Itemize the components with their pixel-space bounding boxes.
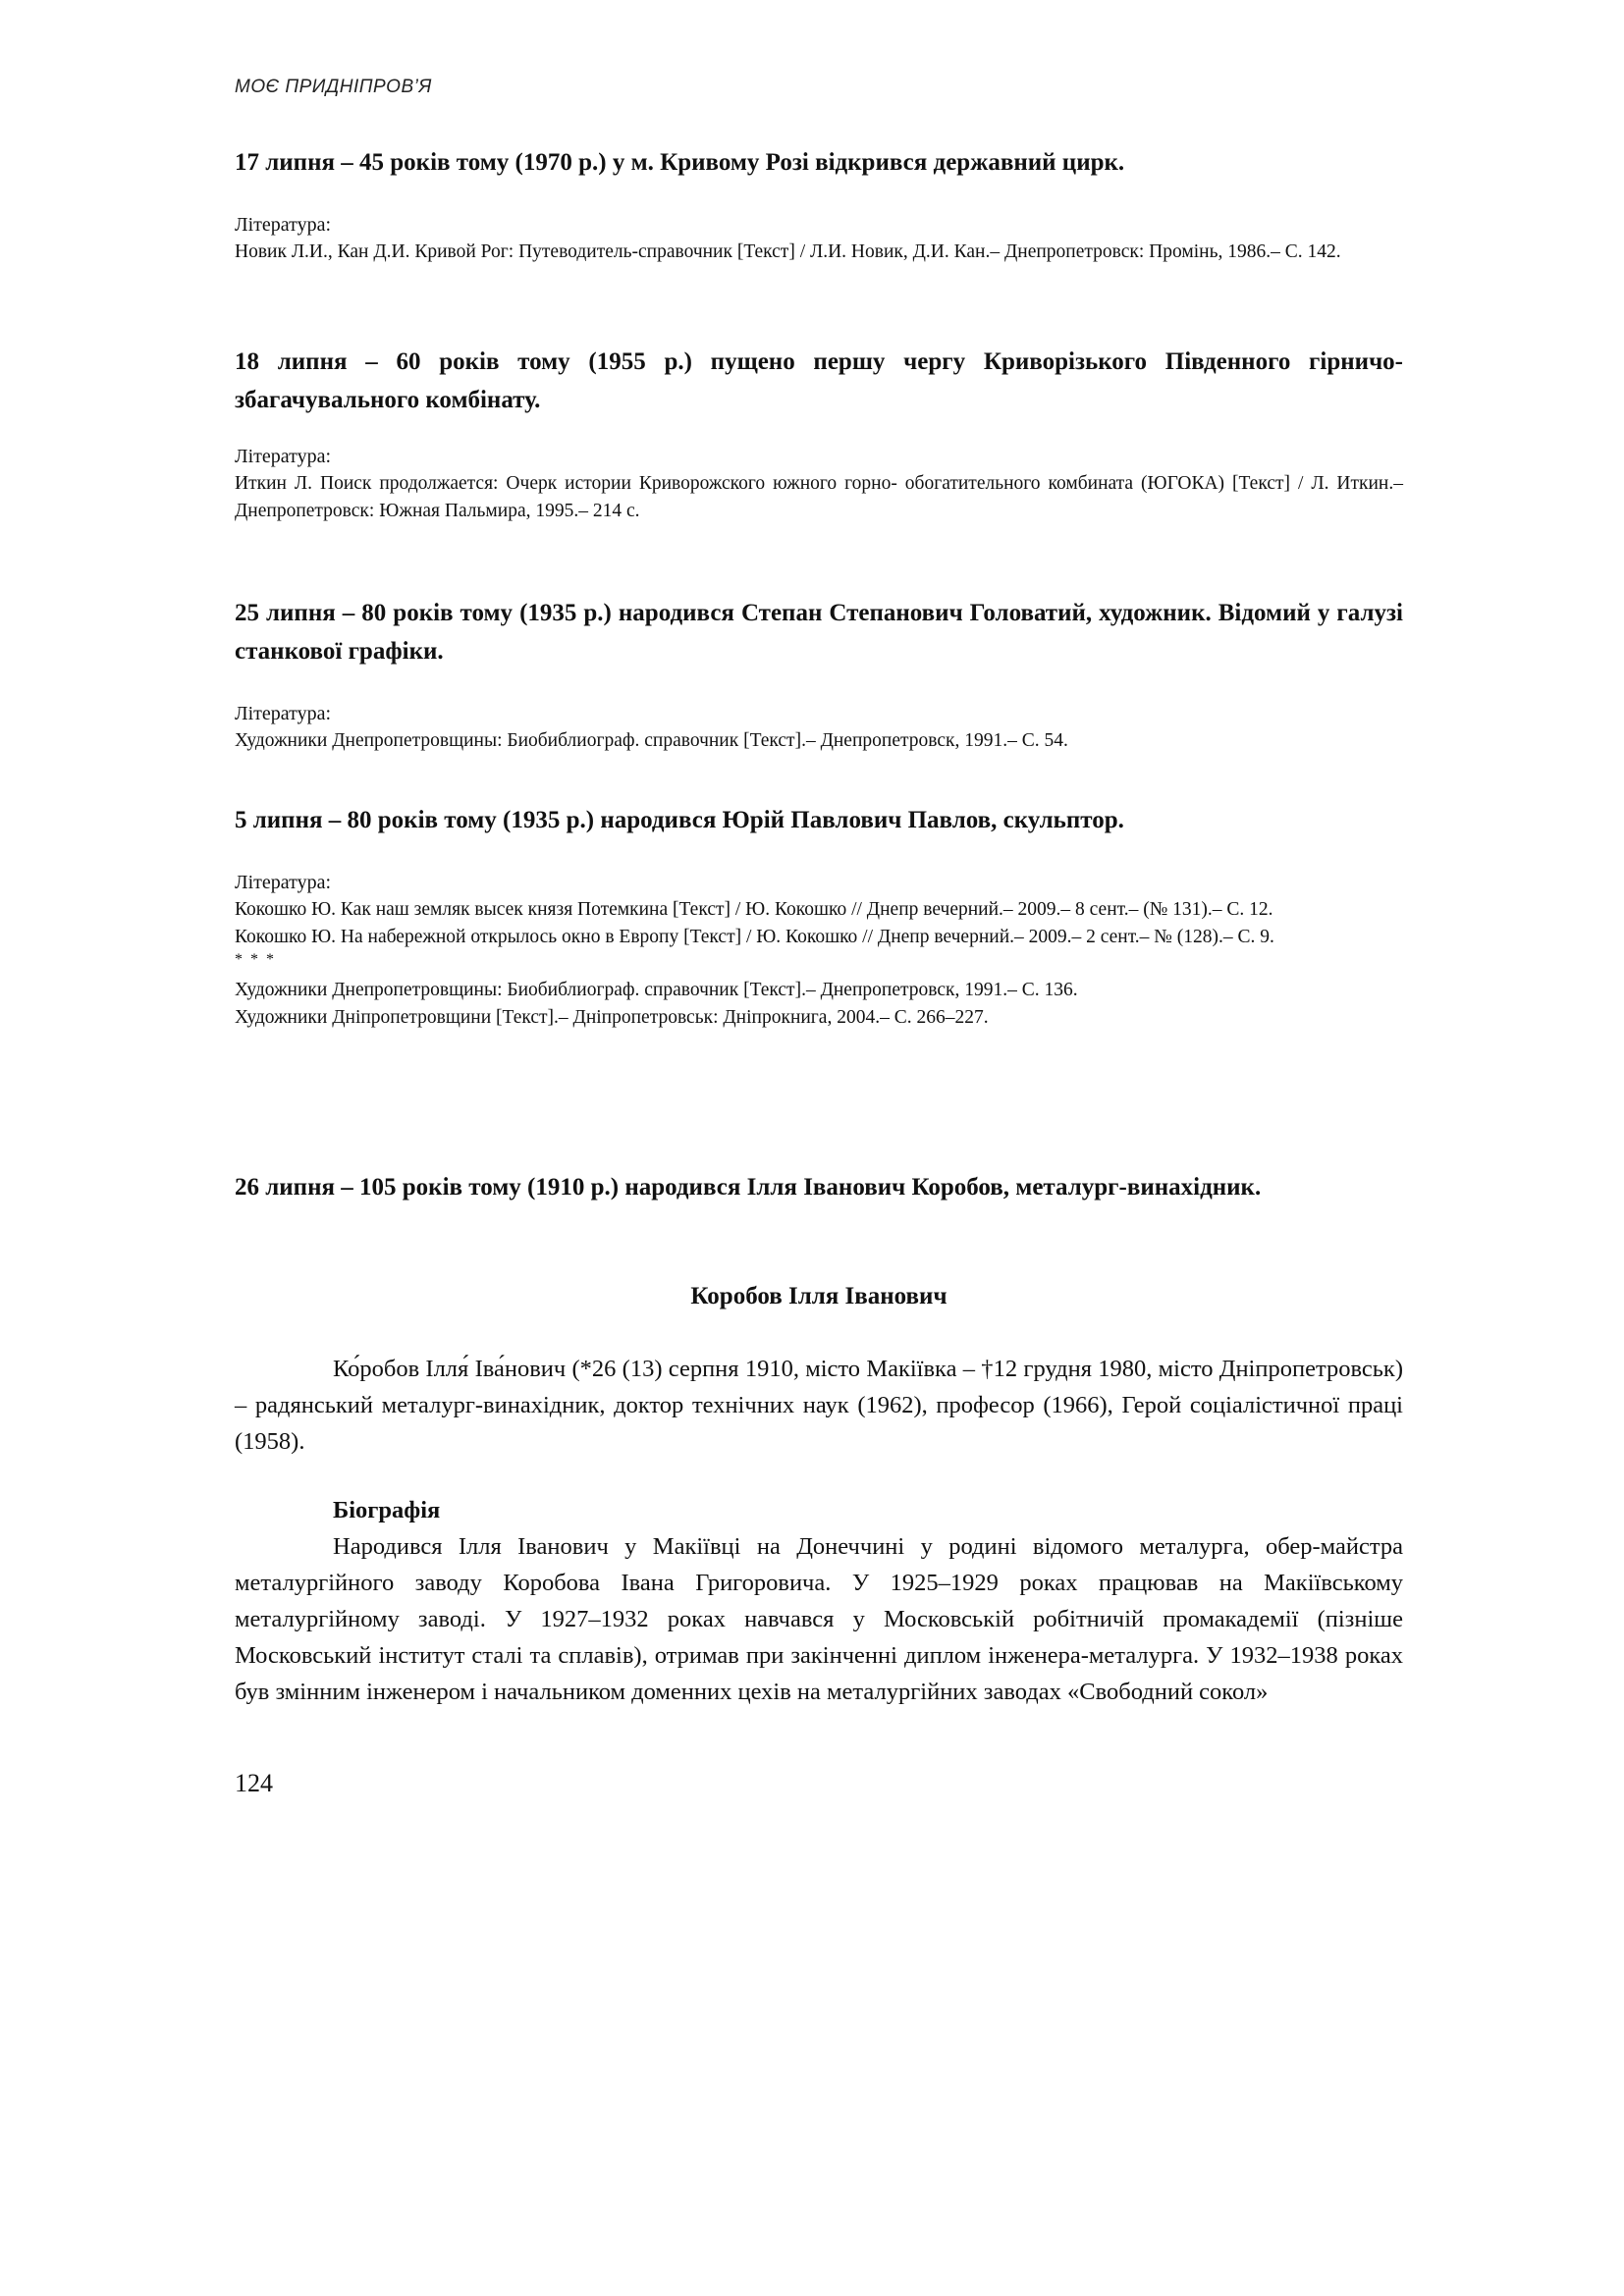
event-entry: [235, 343, 1403, 525]
literature-label: Література:: [235, 703, 332, 724]
event-title: 18 липня – 60 років тому (1955 р.) пущено першу чергу Криворізького Південного гірничо-збагачувального комбінату.: [235, 348, 1403, 413]
literature-label: Література:: [235, 214, 332, 236]
event-entry: [235, 1168, 1403, 1206]
article-heading: Коробов Ілля Іванович: [690, 1283, 947, 1309]
event-title: 5 липня – 80 років тому (1935 р.) народився Юрій Павлович Павлов, скульптор.: [235, 807, 1124, 833]
biography-text: Народився Ілля Іванович у Макіївці на Донеччині у родині відомого металурга, обер-майстра металургійного заводу Коробова Івана Григоровича. У 1925–1929 роках працював на Макіївському металургійному заводі. У 1927–1932 роках навчався у Московській робітничій промакадемії (пізніше Московський інститут сталі та сплавів), отримав при закінченні диплом інженера-металурга. У 1932–1938 роках був змінним інженером і начальником доменних цехів на металургійних заводах «Свободний сокол»: [235, 1533, 1403, 1705]
article-intro: Ко́робов Ілля́ Іва́нович (*26 (13) серпня 1910, місто Макіївка – †12 грудня 1980, місто Дніпропетровськ) – радянський металург-винахідник, доктор технічних наук (1962), професор (1966), Герой соціалістичної праці (1958).: [235, 1356, 1403, 1455]
page-number: 124: [235, 1769, 273, 1797]
separator-stars: * * *: [235, 951, 276, 968]
event-entry: [235, 594, 1403, 755]
literature-item: Новик Л.И., Кан Д.И. Кривой Рог: Путеводитель-справочник [Текст] / Л.И. Новик, Д.И. Кан.– Днепропетровск: Промінь, 1986.– С. 142.: [235, 241, 1341, 262]
literature-item: Кокошко Ю. Как наш земляк высек князя Потемкина [Текст] / Ю. Кокошко // Днепр вечерний.– 2009.– 8 сент.– (№ 131).– С. 12.: [235, 899, 1273, 920]
literature-item: Иткин Л. Поиск продолжается: Очерк истории Криворожского южного горно- обогатительного комбината (ЮГОКА) [Текст] / Л. Иткин.– Днепропетровск: Южная Пальмира, 1995.– 214 с.: [235, 473, 1403, 521]
event-title: 26 липня – 105 років тому (1910 р.) народився Ілля Іванович Коробов, металург-винахідник.: [235, 1174, 1262, 1201]
literature-item: Художники Днепропетровщины: Биобиблиограф. справочник [Текст].– Днепропетровск, 1991.– С. 54.: [235, 730, 1068, 751]
event-title: 17 липня – 45 років тому (1970 р.) у м. Кривому Розі відкрився державний цирк.: [235, 149, 1125, 176]
event-entry: [235, 143, 1403, 266]
event-title: 25 липня – 80 років тому (1935 р.) народився Степан Степанович Головатий, художник. Відомий у галузі станкової графіки.: [235, 600, 1403, 665]
literature-label: Література:: [235, 872, 332, 893]
literature-item: Кокошко Ю. На набережной открылось окно в Европу [Текст] / Ю. Кокошко // Днепр вечерний.– 2009.– 2 сент.– № (128).– С. 9.: [235, 927, 1274, 947]
literature-label: Література:: [235, 446, 332, 467]
literature-item: Художники Днепропетровщины: Биобиблиограф. справочник [Текст].– Днепропетровск, 1991.– С. 136.: [235, 980, 1078, 1000]
running-head: МОЄ ПРИДНІПРОВ’Я: [235, 77, 432, 97]
biography-heading: Біографія: [333, 1497, 441, 1523]
literature-item: Художники Дніпропетровщини [Текст].– Дніпропетровськ: Дніпрокнига, 2004.– С. 266–227.: [235, 1007, 989, 1028]
article: [235, 1278, 1403, 1710]
event-entry: [235, 801, 1403, 1032]
